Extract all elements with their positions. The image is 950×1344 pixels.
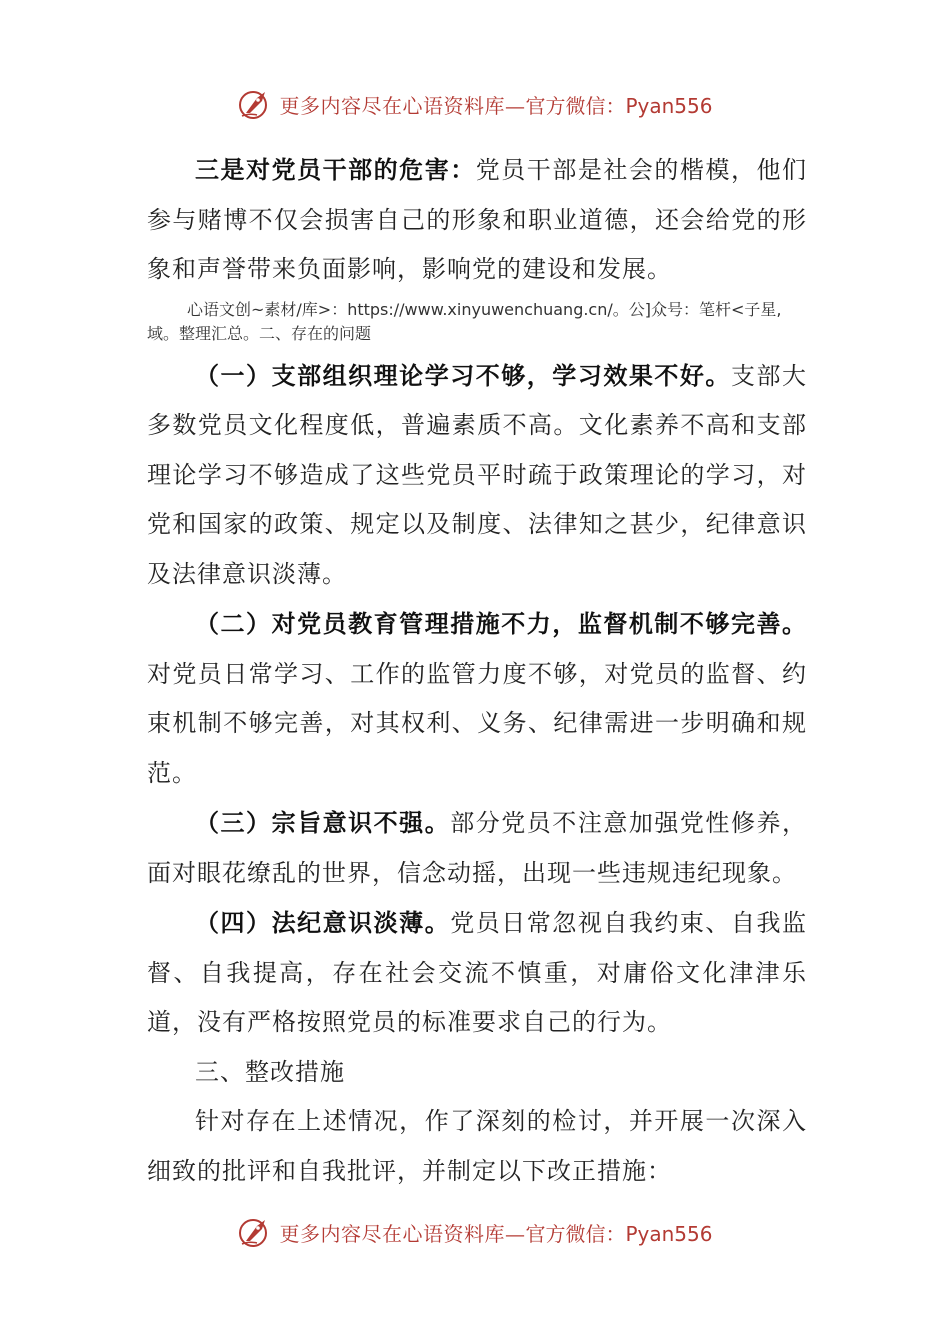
paragraph-text: 对党员日常学习、工作的监管力度不够，对党员的监督、约束机制不够完善，对其权利、义务、纪律需进一步明确和规范。 — [147, 659, 807, 787]
watermark-contact: 官方微信：Pyan556 — [525, 93, 713, 118]
paragraph-heading: （四）法纪意识淡薄。 — [195, 908, 451, 937]
paragraph-text: 党员日常忽视自我约束、自我监督、自我提高，存在社会交流不慎重，对庸俗文化津津乐道，没有严格按照党员的标准要求自己的行为。 — [147, 909, 808, 1036]
paragraph-heading: （三）宗旨意识不强。 — [195, 808, 451, 837]
section-heading-rectification: 三、整改措施 — [195, 1057, 345, 1086]
paragraph-heading: （二）对党员教育管理措施不力，监督机制不够完善。 — [195, 609, 807, 638]
watermark-text: 更多内容尽在心语资料库— — [279, 1221, 526, 1246]
paragraph-problem-3 — [147, 798, 807, 898]
watermark-footer — [0, 1212, 950, 1252]
document-body — [147, 145, 807, 1196]
watermark-contact: 官方微信：Pyan556 — [525, 1221, 713, 1246]
watermark-header — [0, 84, 950, 124]
source-note: 心语文创~素材/库>：https://www.xinyuwenchuang.cn/。公]众号：笔杆<子星,域。整理汇总。二、存在的问题 — [147, 299, 782, 343]
paragraph-text: 党员干部是社会的楷模，他们参与赌博不仅会损害自己的形象和职业道德，还会给党的形象和声誉带来负面影响，影响党的建设和发展。 — [147, 156, 808, 283]
paragraph-heading: （一）支部组织理论学习不够，学习效果不好。 — [195, 360, 731, 390]
pen-nib-circle-icon — [237, 1214, 273, 1250]
paragraph-rectification-intro: 针对存在上述情况，作了深刻的检讨，并开展一次深入细致的批评和自我批评，并制定以下改正措施： — [147, 1107, 807, 1185]
paragraph-harm-to-cadres — [147, 145, 807, 295]
paragraph-problem-4 — [147, 898, 807, 1048]
paragraph-problem-2 — [147, 599, 807, 798]
paragraph-problem-1 — [147, 351, 807, 600]
paragraph-text: 支部大多数党员文化程度低，普遍素质不高。文化素养不高和支部理论学习不够造成了这些党员平时疏于政策理论的学习，对党和国家的政策、规定以及制度、法律知之甚少，纪律意识及法律意识淡薄。 — [147, 361, 808, 588]
pen-nib-circle-icon — [237, 86, 273, 122]
watermark-text: 更多内容尽在心语资料库— — [279, 93, 526, 118]
paragraph-text: 部分党员不注意加强党性修养，面对眼花缭乱的世界，信念动摇，出现一些违规违纪现象。 — [147, 809, 808, 887]
paragraph-heading: 三是对党员干部的危害： — [195, 155, 476, 184]
